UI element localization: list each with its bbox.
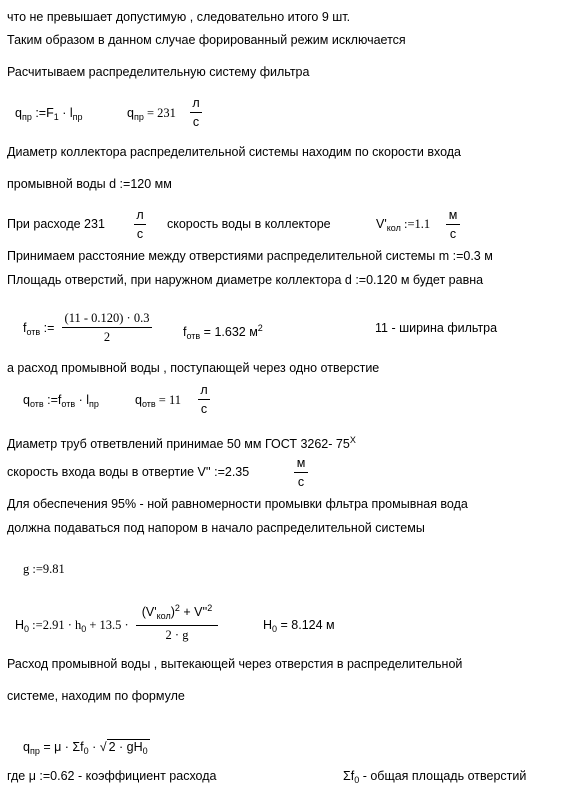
text-line-5: Диаметр коллектора распределительной системы находим по скорости входа <box>7 145 461 159</box>
text-line-8: Принимаем расстояние между отверстиями распределительной системы m :=0.3 м <box>7 249 493 263</box>
formula-fotv-value: $f_{отв} = 1.632$ $м^2$ <box>183 323 263 341</box>
unit-m-per-s: м с <box>446 208 460 241</box>
text-line-6: промывной воды d :=120 мм <box>7 177 172 191</box>
text-line-18: Расход промывной воды , вытекающей через отверстия в распределительной <box>7 657 463 671</box>
formula-h0-value: $H_0 = 8.124$ м <box>263 618 335 634</box>
unit-l-per-s-3: л с <box>198 383 210 416</box>
text-line-1: что не превышает допустимую , следовательно итого 9 шт. <box>7 10 351 24</box>
formula-qpr-final: $q_{пр} = \mu \cdot \Sigma f_0$ · √ $2 \cdot gH_0$ <box>23 740 148 756</box>
formula-vkol: $V'_{кол}$ :=1.1 <box>376 217 431 233</box>
formula-fotv-def: $f_{отв}$ := <box>23 321 55 337</box>
formula-qpr-def: $q_{пр}$ $:=F_1 \cdot l_{пр}$ <box>15 106 83 122</box>
formula-h0-fraction: $(V'_{кол})^2 + V''^2$ 2 · g <box>136 601 218 642</box>
formula-qotv-def: $q_{отв}$ $:=f_{отв} \cdot l_{пр}$ <box>23 393 99 409</box>
formula-g: g :=9.81 <box>23 562 65 576</box>
width-note: 11 - ширина фильтра <box>375 321 498 335</box>
unit-l-per-s-2: л с <box>134 208 146 241</box>
text-line-speed: скорость входа воды в отвертие V'' :=2.35 <box>7 465 250 479</box>
text-line-15: Для обеспечения 95% - ной равномерности промывки фльтра промывная вода <box>7 497 468 511</box>
text-line-19: системе, находим по формуле <box>7 689 185 703</box>
text-line-11: а расход промывной воды , поступающей через одно отверстие <box>7 361 380 375</box>
formula-h0-def: $H_0$ :=2.91 · $h_0 + 13.5$ · <box>15 618 129 634</box>
text-line-13: Диаметр труб ответвлений принимае 50 мм ГОСТ 3262- $75^Х$ <box>7 435 356 451</box>
text-line-mu: где μ :=0.62 - коэффициент расхода <box>7 769 217 783</box>
text-line-9: Площадь отверстий, при наружном диаметре коллектора d :=0.120 м будет равна <box>7 273 484 287</box>
text-line-2: Таким образом в данном случае форированный режим исключается <box>7 33 406 47</box>
formula-fotv-fraction: (11 - 0.120) · 0.3 2 <box>62 311 152 344</box>
formula-qpr-value: $q_{пр} = 231$ <box>127 106 176 122</box>
text-line-flow: При расходе 231 <box>7 217 105 231</box>
text-line-16: должна подаваться под напором в начало распределительной системы <box>7 521 425 535</box>
text-line-sigma: $\Sigma f_0$ - общая площадь отверстий <box>343 769 527 785</box>
unit-m-per-s-2: м с <box>294 456 308 489</box>
text-line-3: Расчитываем распределительную систему фильтра <box>7 65 310 79</box>
formula-qotv-value: $q_{отв} = 11$ <box>135 393 182 409</box>
unit-l-per-s: л с <box>190 96 202 129</box>
text-line-flow-b: скорость воды в коллекторе <box>167 217 331 231</box>
